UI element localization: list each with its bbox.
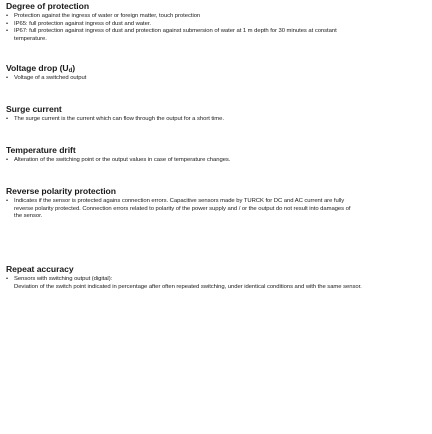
section-temperature-drift — [6, 145, 426, 165]
bullet-icon: • — [6, 116, 9, 122]
list-item — [6, 75, 426, 83]
section-heading — [6, 63, 426, 73]
list-item — [6, 116, 426, 124]
list-item-text: Sensors with switching output (digital): — [14, 276, 113, 282]
list-item-text: Protection against the ingress of water or foreign matter, touch protection — [14, 13, 201, 19]
section-degree-of-protection — [6, 1, 426, 43]
bullet-list — [6, 198, 426, 221]
list-item — [6, 198, 359, 221]
bullet-list — [6, 13, 426, 43]
bullet-icon: • — [6, 28, 9, 35]
list-item — [6, 13, 426, 21]
bullet-list — [6, 75, 426, 83]
list-item — [6, 276, 426, 284]
bullet-list — [6, 276, 426, 284]
section-heading: Surge current — [6, 104, 62, 114]
list-item-text: Alteration of the switching point or the output values in case of temperature changes. — [14, 157, 231, 163]
section-heading: Degree of protection — [6, 1, 90, 11]
bullet-icon: • — [6, 13, 9, 19]
list-item-text: IP67: full protection against ingress of dust and protection against submersion of water at 1 m depth for 30 minutes at constant temperature. — [14, 28, 337, 42]
section-heading: Reverse polarity protection — [6, 186, 116, 196]
section-reverse-polarity-protection — [6, 186, 426, 221]
list-item — [6, 28, 369, 43]
bullet-list — [6, 116, 426, 124]
section-heading: Repeat accuracy — [6, 264, 74, 274]
heading-text: Voltage drop (U — [6, 63, 69, 73]
list-item-text: Voltage of a switched output — [14, 75, 87, 81]
bullet-icon: • — [6, 276, 9, 282]
bullet-icon: • — [6, 198, 9, 204]
section-heading: Temperature drift — [6, 145, 76, 155]
bullet-icon: • — [6, 157, 9, 163]
list-item-text: IP65: full protection against ingress of dust and water. — [14, 20, 152, 27]
section-repeat-accuracy — [6, 264, 426, 291]
list-item — [6, 21, 426, 29]
list-item-text: Indicates if the sensor is protected agains connection errors. Capacitive sensors made by TURCK for DC and AC current are fully reverse polarity protected. Connection errors related to polarity of the power supply and / or the output do not result into damages of the sensor. — [14, 198, 351, 220]
list-item — [6, 157, 426, 165]
list-item-text: The surge current is the current which can flow through the output for a short time. — [14, 116, 224, 122]
bullet-icon: • — [6, 20, 9, 27]
heading-suffix: ) — [72, 63, 76, 73]
bullet-icon: • — [6, 75, 9, 81]
heading-subscript: d — [68, 68, 73, 74]
bullet-list — [6, 157, 426, 165]
section-surge-current — [6, 104, 426, 124]
section-voltage-drop — [6, 63, 426, 83]
paragraph-continuation: Deviation of the switch point indicated in percentage after often repeated switching, under identical conditions and with the same sensor. — [14, 283, 362, 290]
